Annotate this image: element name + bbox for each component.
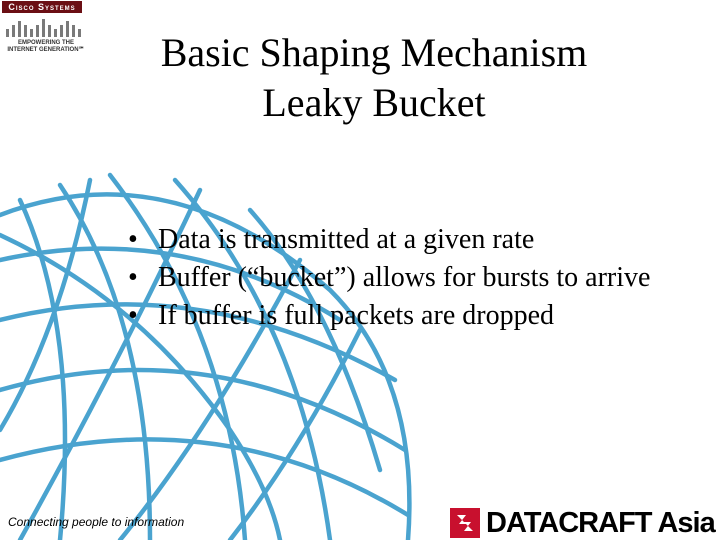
cisco-systems-logo: [0, 0, 92, 62]
slide-title-line-2: Leaky Bucket: [262, 80, 486, 125]
bullet-item: [128, 262, 668, 294]
cisco-bridge-bars-icon: [4, 17, 88, 37]
datacraft-brand-text: DATACRAFT: [486, 506, 652, 539]
bullet-text: If buffer is full packets are dropped: [158, 300, 554, 331]
datacraft-asia-logo: [450, 506, 715, 540]
datacraft-mark-icon: [450, 508, 480, 538]
bullet-text: Data is transmitted at a given rate: [158, 224, 535, 255]
bullet-item: [128, 300, 668, 332]
bullet-list: [128, 224, 668, 338]
slide-title-line-1: Basic Shaping Mechanism: [160, 30, 588, 75]
bullet-dot-icon: •: [128, 224, 138, 255]
slide-title: [100, 28, 648, 128]
bullet-dot-icon: •: [128, 262, 138, 293]
bullet-item: [128, 224, 668, 256]
datacraft-brand-suffix: Asia: [657, 506, 715, 539]
cisco-logo-tagline: EMPOWERING THE INTERNET GENERATION℠: [7, 40, 85, 53]
bullet-text: Buffer (“bucket”) allows for bursts to arrive: [158, 262, 651, 293]
footer-tagline: Connecting people to information: [8, 515, 185, 529]
datacraft-wordmark: [486, 507, 715, 540]
cisco-logo-wordmark: Cisco Systems: [2, 1, 82, 13]
bullet-dot-icon: •: [128, 300, 138, 331]
